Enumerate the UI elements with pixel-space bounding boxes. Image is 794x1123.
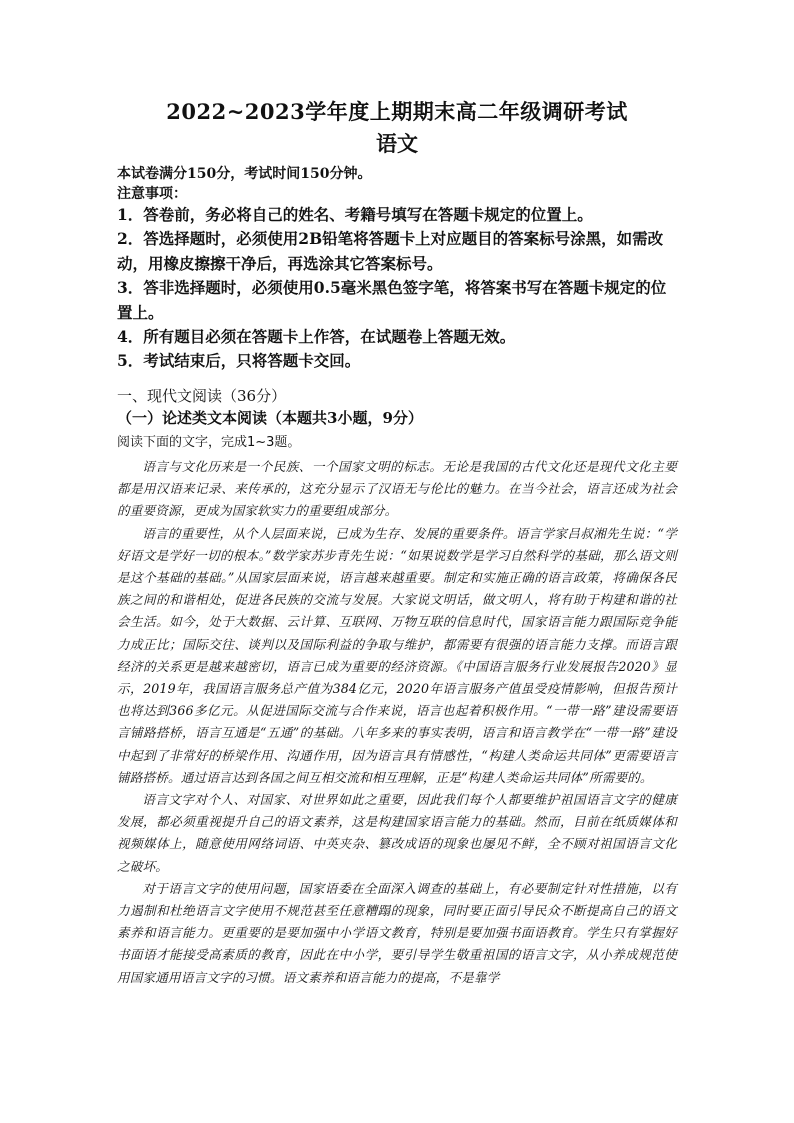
exam-title: 2022~2023学年度上期期末高二年级调研考试 bbox=[166, 99, 628, 124]
subsection-heading: （一）论述类文本阅读（本题共3小题，9分） bbox=[117, 409, 423, 427]
passage-paragraph: 语言文字对个人、对国家、对世界如此之重要，因此我们每个人都要维护祖国语言文字的健康发展，都必须重视提升自己的语文素养，这是构建国家语言能力的基础。然而，目前在纸质媒体和视频媒体上，随意使用网络词语、中英夹杂、篡改成语的现象也屡见不鲜，全不顾对祖国语言文化之破坏。 bbox=[117, 792, 677, 874]
reading-instruction: 阅读下面的文字，完成1~3题。 bbox=[117, 435, 301, 450]
note-item: 5．考试结束后，只将答题卡交回。 bbox=[117, 351, 361, 371]
note-item: 2．答选择题时，必须使用2B铅笔将答题卡上对应题目的答案标号涂黑，如需改动，用橡皮擦擦干净后，再选涂其它答案标号。 bbox=[117, 229, 664, 273]
score-time-line: 本试卷满分150分，考试时间150分钟。 bbox=[117, 166, 372, 182]
passage-paragraph: 语言与文化历来是一个民族、一个国家文明的标志。无论是我国的古代文化还是现代文化主要都是用汉语来记录、来传承的，这充分显示了汉语无与伦比的魅力。在当今社会，语言还成为社会的重要资源，更成为国家软实力的重要组成部分。 bbox=[117, 459, 677, 519]
exam-meta bbox=[117, 164, 677, 204]
notes-list bbox=[117, 203, 677, 374]
notes-heading: 注意事项： bbox=[117, 186, 187, 202]
section-heading: 一、现代文阅读（36分） bbox=[117, 387, 287, 405]
note-item: 1．答卷前，务必将自己的姓名、考籍号填写在答题卡规定的位置上。 bbox=[117, 205, 593, 224]
reading-passage bbox=[117, 456, 677, 989]
note-item: 4．所有题目必须在答题卡上作答，在试题卷上答题无效。 bbox=[117, 327, 516, 347]
note-item: 3．答非选择题时，必须使用0.5毫米黑色签字笔，将答案书写在答题卡规定的位置上。 bbox=[117, 278, 667, 322]
subject-title: 语文 bbox=[376, 131, 418, 156]
passage-paragraph: 对于语言文字的使用问题，国家语委在全面深入调查的基础上，有必要制定针对性措施，以有力遏制和杜绝语言文字使用不规范甚至任意糟蹋的现象，同时要正面引导民众不断提高自己的语文素养和语言能力。更重要的是要加强中小学语文教育，特别是要加强书面语教育。学生只有掌握好书面语才能接受高素质的教育，因此在中小学，要引导学生敬重祖国的语言文字，从小养成规范使用国家通用语言文字的习惯。语文素养和语言能力的提高，不是靠学 bbox=[117, 880, 677, 985]
passage-paragraph: 语言的重要性，从个人层面来说，已成为生存、发展的重要条件。语言学家吕叔湘先生说：“学好语文是学好一切的根本。”数学家苏步青先生说：“如果说数学是学习自然科学的基础，那么语文则是这个基础的基础。”从国家层面来说，语言越来越重要。制定和实施正确的语言政策，将确保各民族之间的和谐相处，促进各民族的交流与发展。大家说文明话，做文明人，将有助于构建和谐的社会生活。如今，处于大数据、云计算、互联网、万物互联的信息时代，国家语言能力跟国际竞争能力成正比；国际交往、谈判以及国际利益的争取与维护，都需要有很强的语言能力支撑。而语言跟经济的关系更是越来越密切，语言已成为重要的经济资源。《中国语言服务行业发展报告2020》显示，2019年，我国语言服务总产值为384亿元，2020年语言服务产值虽受疫情影响，但报告预计也将达到366多亿元。从促进国际交流与合作来说，语言也起着积极作用。“一带一路”建设需要语言铺路搭桥，语言互通是“五通”的基础。八年多来的事实表明，语言和语言教学在“一带一路”建设中起到了非常好的桥梁作用、沟通作用，因为语言具有情感性，“构建人类命运共同体”更需要语言铺路搭桥。通过语言达到各国之间互相交流和相互理解，正是“构建人类命运共同体”所需要的。 bbox=[117, 525, 677, 785]
